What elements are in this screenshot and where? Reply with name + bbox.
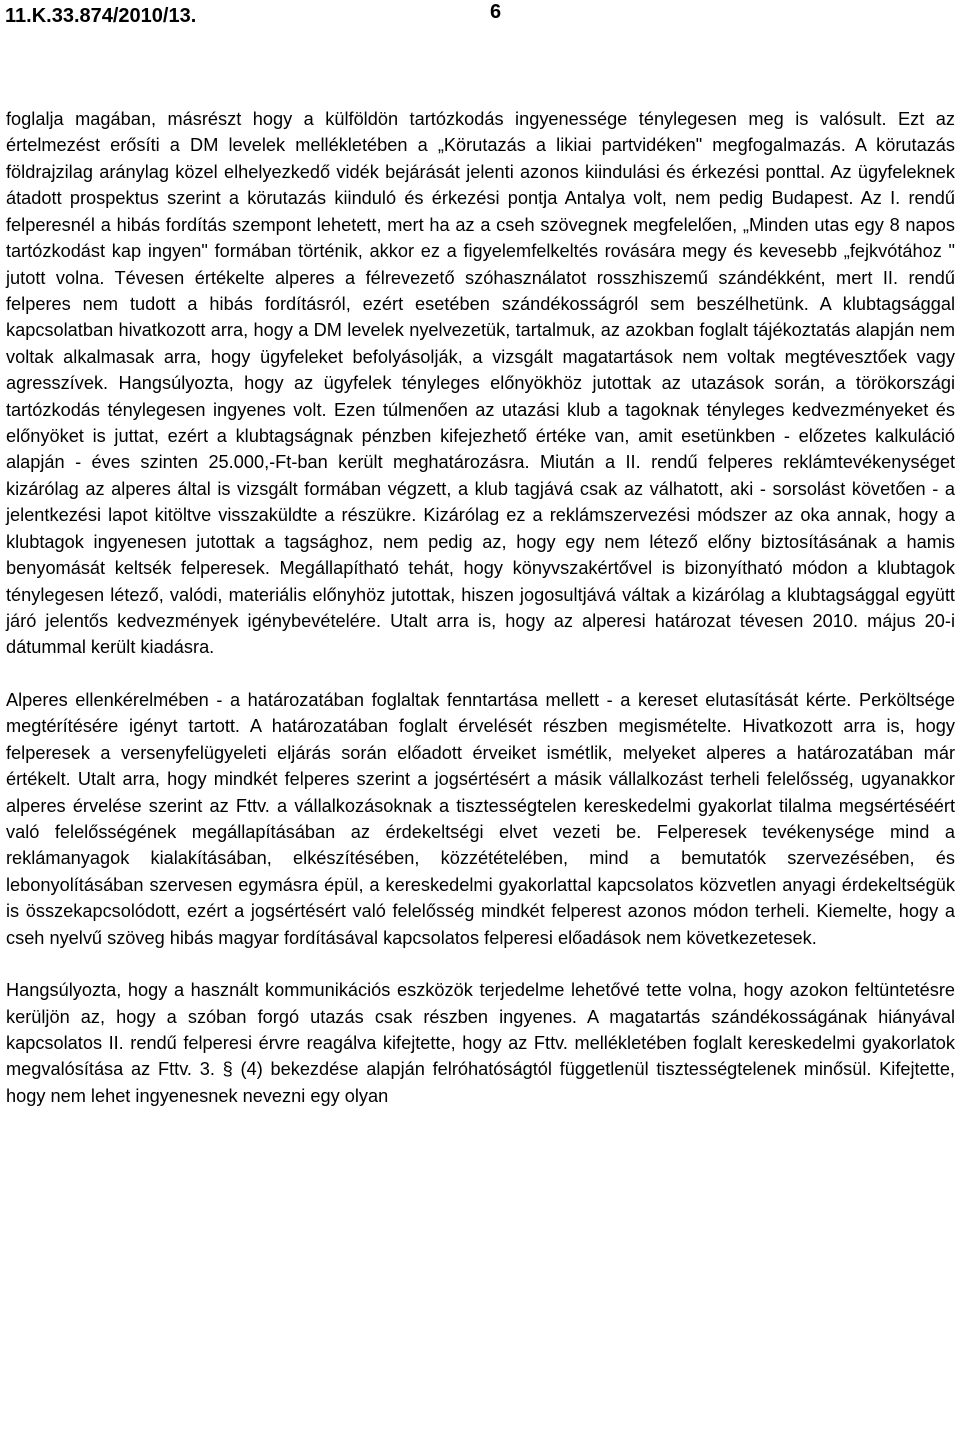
case-number: 11.K.33.874/2010/13.: [5, 5, 197, 27]
document-body: [6, 106, 955, 1109]
paragraph: foglalja magában, másrészt hogy a külföldön tartózkodás ingyenessége ténylegesen meg is valósult. Ezt az értelmezést erősíti a DM levelek mellékletében a „Körutazás a likiai partvidéken" megfogalmazás. A körutazás földrajzilag aránylag közel elhelyezkedő vidék bejárását jelenti azonos kiindulási és érkezési ponttal. Az ügyfeleknek átadott prospektus szerint a körutazás kiinduló és érkezési pontja Antalya volt, nem pedig Budapest. Az I. rendű felperesnél a hibás fordítás szempont lehetett, mert ha az a cseh szövegnek megfelelően, „Minden utas egy 8 napos tartózkodást kap ingyen" formában történik, akkor ez a figyelemfelkeltés rovására megy és kevesebb „fejkvótához " jutott volna. Tévesen értékelte alperes a félrevezető szóhasználatot rosszhiszemű szándékként, mert II. rendű felperes nem tudott a hibás fordításról, ezért esetében szándékosságról sem beszélhetünk. A klubtagsággal kapcsolatban hivatkozott arra, hogy a DM levelek nyelvezetük, tartalmuk, az azokban foglalt tájékoztatás alapján nem voltak alkalmasak arra, hogy ügyfeleket befolyásolják, a vizsgált magatartások nem voltak megtévesztőek vagy agresszívek. Hangsúlyozta, hogy az ügyfelek tényleges előnyökhöz jutottak az utazások során, a törökországi tartózkodás ténylegesen ingyenes volt. Ezen túlmenően az utazási klub a tagoknak tényleges kedvezményeket és előnyöket is juttat, ezért a klubtagságnak pénzben kifejezhető értéke van, amit esetünkben - előzetes kalkuláció alapján - éves szinten 25.000,-Ft-ban került meghatározásra. Miután a II. rendű felperes reklámtevékenységet kizárólag az alperes által is vizsgált formában végzett, a klub tagjává csak az válhatott, aki - sorsolást követően - a jelentkezési lapot kitöltve visszaküldte a részükre. Kizárólag ez a reklámszervezési módszer az oka annak, hogy a klubtagok ingyenesen jutottak a tagsághoz, nem pedig az, hogy egy nem létező előny biztosításának a hamis benyomását keltsék felperesek. Megállapítható tehát, hogy könyvszakértővel is bizonyítható módon a klubtagok ténylegesen létező, valódi, materiális előnyhöz jutottak, hiszen jogosultjává váltak a kizárólag a klubtagsággal együtt járó jelentős kedvezmények igénybevételére. Utalt arra is, hogy az alperesi határozat tévesen 2010. május 20-i dátummal került kiadásra.: [6, 109, 955, 658]
page-header: [0, 0, 960, 40]
paragraph: Hangsúlyozta, hogy a használt kommunikációs eszközök terjedelme lehetővé tette volna, hogy azokon feltüntetésre kerüljön az, hogy a szóban forgó utazás csak részben ingyenes. A magatartás szándékosságának hiányával kapcsolatos II. rendű felperesi érvre reagálva kifejtette, hogy az Fttv. mellékletében foglalt kereskedelmi gyakorlatok megvalósítása az Fttv. 3. § (4) bekezdése alapján felróhatóságtól függetlenül tisztességtelenek minősül. Kifejtette, hogy nem lehet ingyenesnek nevezni egy olyan: [6, 980, 955, 1106]
paragraph: Alperes ellenkérelmében - a határozatában foglaltak fenntartása mellett - a kereset elutasítását kérte. Perköltsége megtérítésére igényt tartott. A határozatában foglalt érvelését részben megismételte. Hivatkozott arra is, hogy felperesek a versenyfelügyeleti eljárás során előadott érveiket ismétlik, melyeket alperes a határozatában már értékelt. Utalt arra, hogy mindkét felperes szerint a jogsértésért a másik vállalkozást terheli felelősség, ugyanakkor alperes érvelése szerint az Fttv. a vállalkozásoknak a tisztességtelen kereskedelmi gyakorlat tilalma megsértéséért való felelősségének megállapításában az érdekeltségi elvet vezeti be. Felperesek tevékenysége mind a reklámanyagok kialakításában, elkészítésében, közzétételében, mind a bemutatók szervezésében, és lebonyolításában szervesen egymásra épül, a kereskedelmi gyakorlattal kapcsolatos közvetlen anyagi érdekeltségük is összekapcsolódott, ezért a jogsértésért való felelősség mindkét felperest azonos módon terheli. Kiemelte, hogy a cseh nyelvű szöveg hibás magyar fordításával kapcsolatos felperesi előadások nem következetesek.: [6, 689, 955, 948]
page-number: 6: [490, 1, 502, 23]
